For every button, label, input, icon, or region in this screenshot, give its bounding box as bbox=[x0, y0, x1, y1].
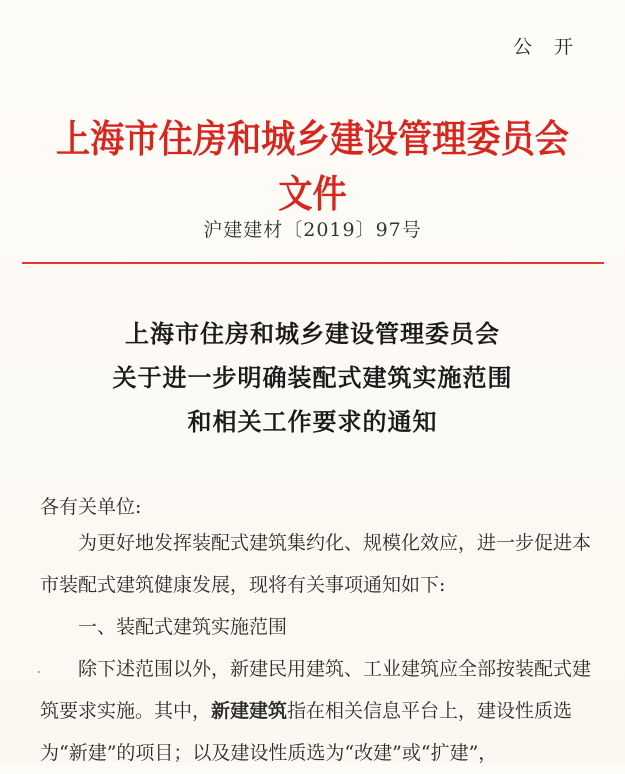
section-heading-1: 一、装配式建筑实施范围 bbox=[78, 616, 288, 638]
document-title bbox=[0, 312, 625, 444]
intro-paragraph: 为更好地发挥装配式建筑集约化、规模化效应，进一步促进本市装配式建筑健康发展，现将有关事项通知如下: bbox=[40, 532, 592, 596]
classification-label: 公 开 bbox=[512, 36, 581, 58]
paragraph-text-part-1: 除下述范围以外，新建民用建筑、工业建筑应全部按装配式建筑要求实施。其中， bbox=[40, 658, 592, 722]
salutation: 各有关单位: bbox=[40, 496, 142, 518]
title-line-2: 关于进一步明确装配式建筑实施范围 bbox=[112, 363, 513, 392]
section-1-paragraph bbox=[40, 648, 600, 774]
issuer-banner: 上海市住房和城乡建设管理委员会文件 bbox=[55, 116, 569, 216]
title-line-3: 和相关工作要求的通知 bbox=[187, 407, 438, 436]
title-line-1: 上海市住房和城乡建设管理委员会 bbox=[125, 319, 500, 348]
paper-speck bbox=[38, 671, 40, 673]
emphasized-term: 新建建筑 bbox=[211, 700, 288, 722]
paragraph-text-part-2: 指在相关信息平台上，建设性质选为“新建”的项目；以及建设性质选为“改建”或“扩建”， bbox=[40, 700, 573, 764]
red-separator-line bbox=[22, 262, 604, 264]
document-number: 沪建建材〔2019〕97号 bbox=[203, 219, 422, 241]
